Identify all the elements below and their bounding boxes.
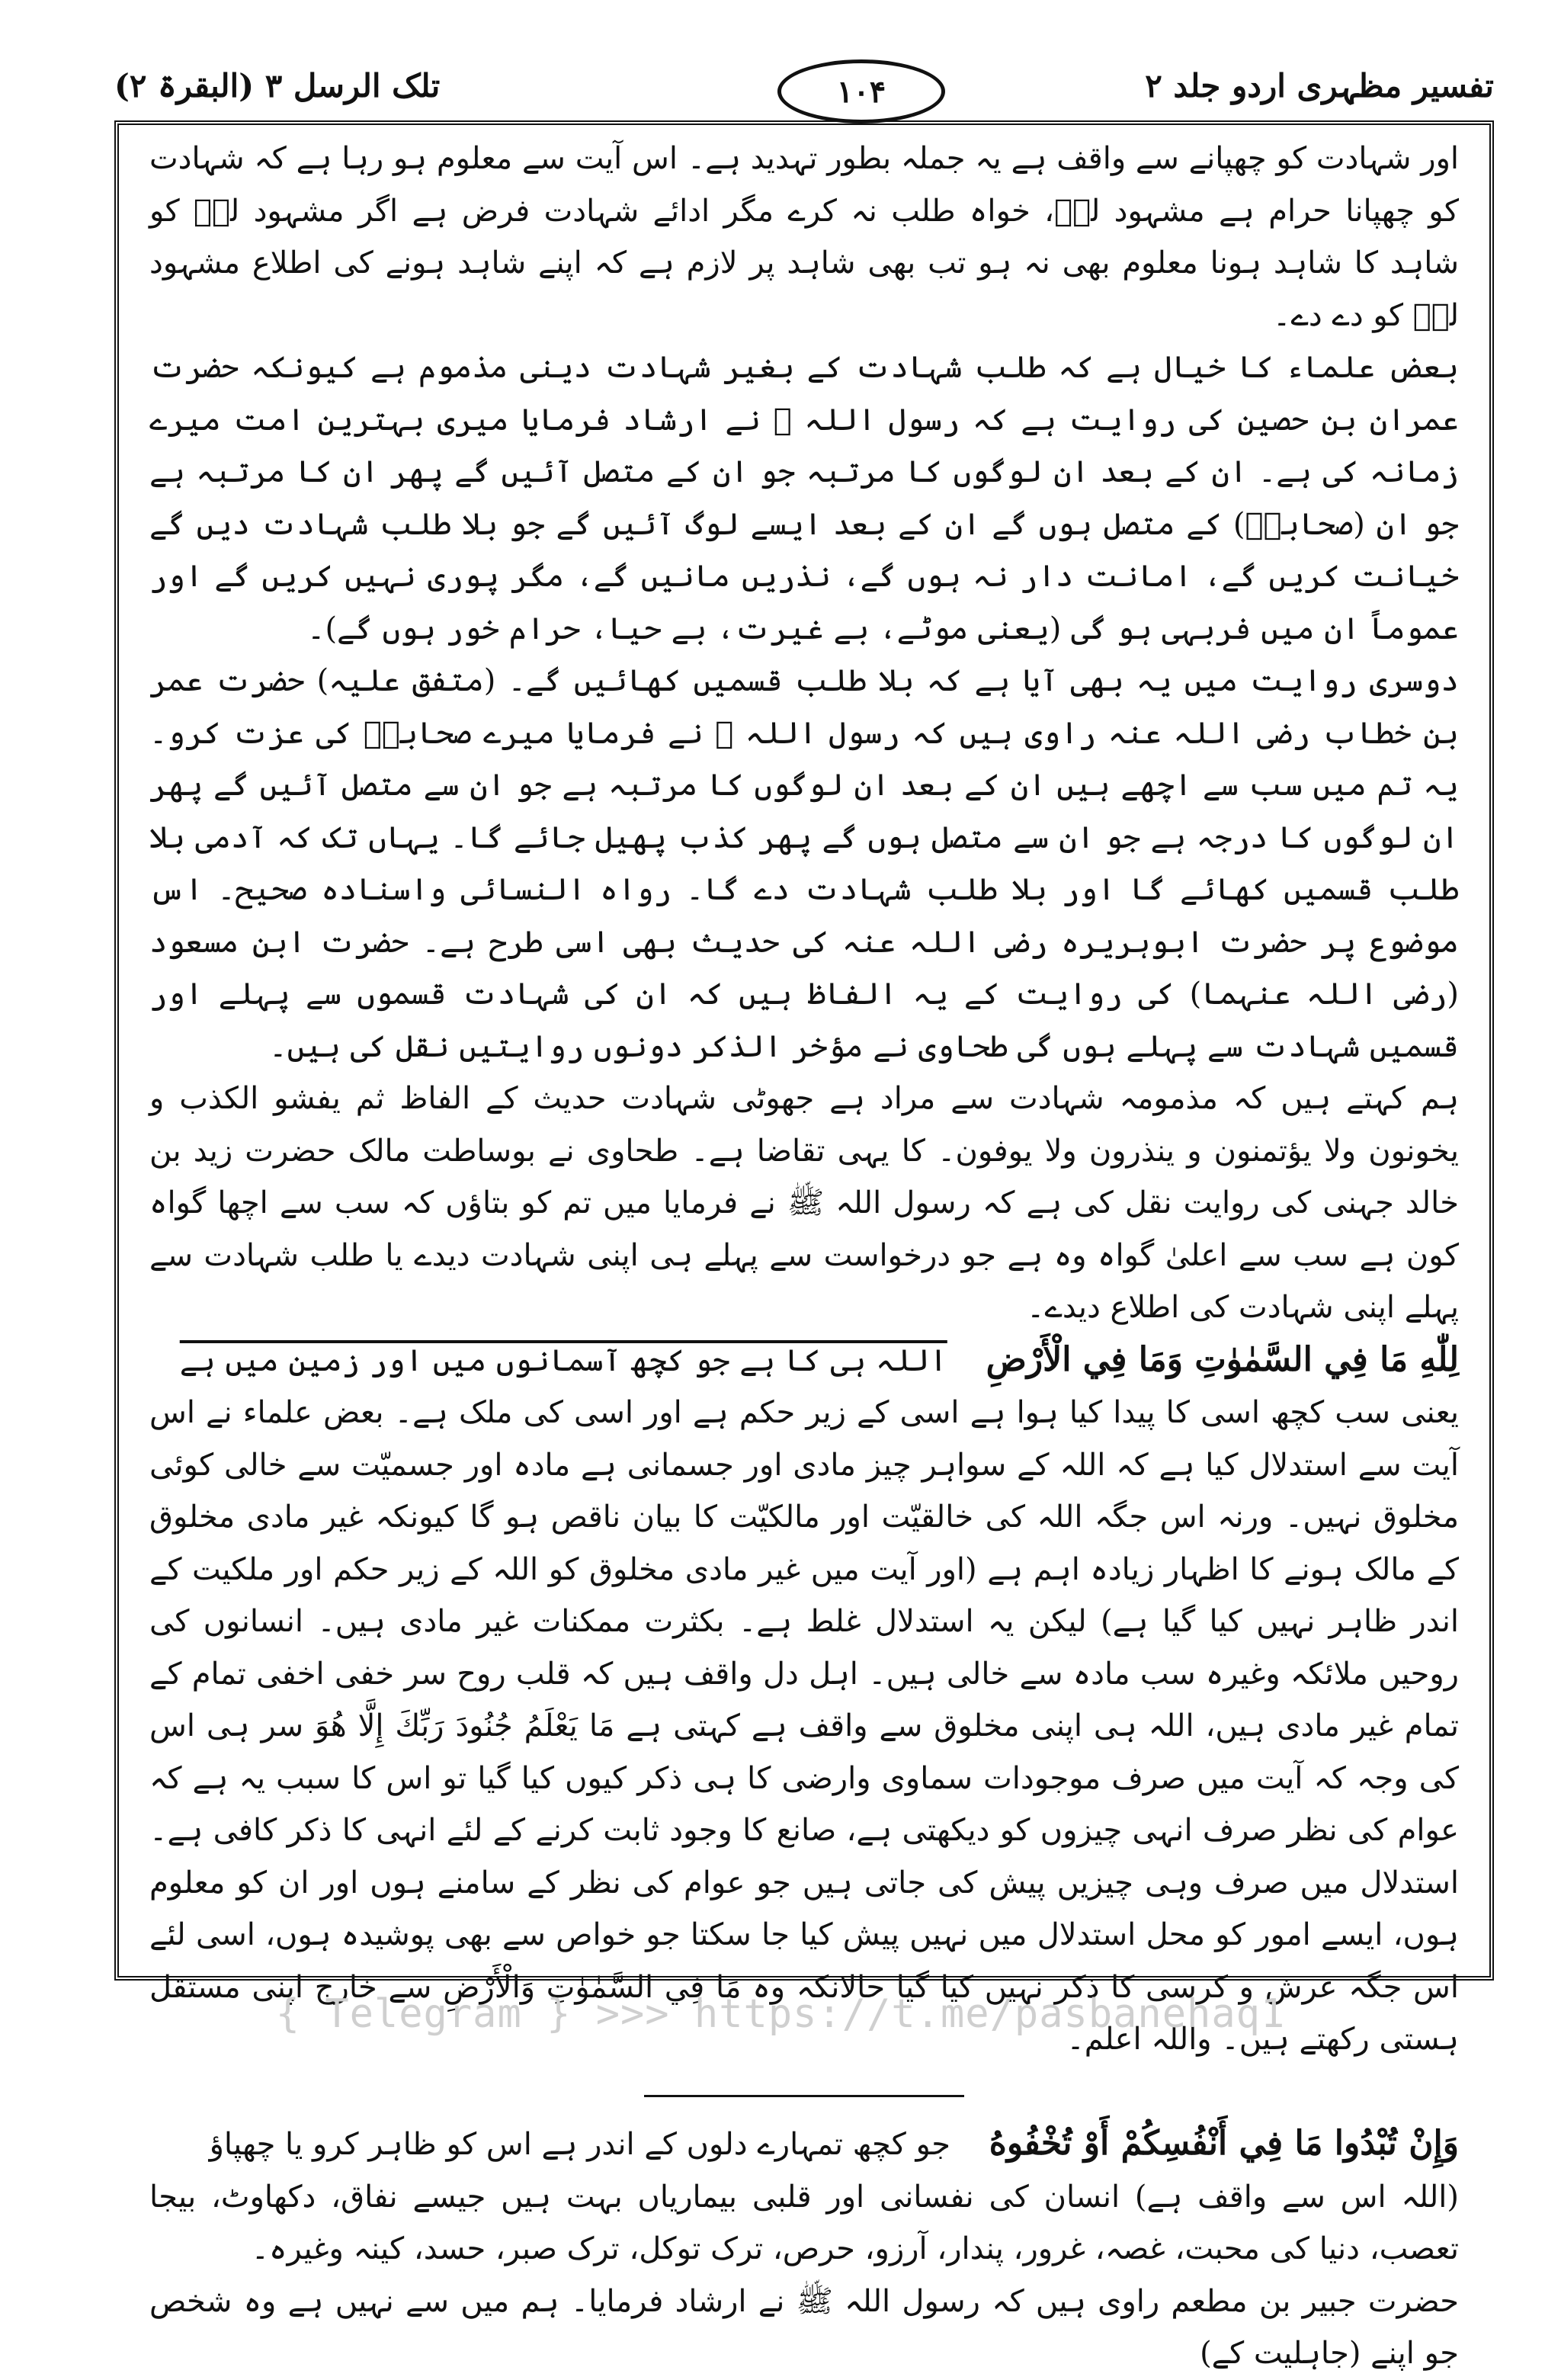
section-divider	[149, 2066, 1459, 2119]
verse-2-translation: جو کچھ تمہارے دلوں کے اندر ہے اس کو ظاہر کرو یا چھپاؤ	[209, 2127, 950, 2162]
section-title: تلک الرسل ۳ (البقرۃ ۲)	[114, 67, 441, 104]
page-number: ۱۰۴	[836, 73, 886, 110]
verse-1	[149, 1334, 1459, 1387]
verse-2-arabic: وَإِنْ تُبْدُوا مَا فِي أَنْفُسِكُمْ أَوْ تُخْفُوهُ	[989, 2124, 1459, 2163]
book-title: تفسیر مظہری اردو جلد ۲	[1145, 67, 1494, 104]
page-number-badge	[777, 59, 945, 123]
paragraph-2: بعض علماء کا خیال ہے کہ طلب شہادت کے بغیر شہادت دینی مذموم ہے کیونکہ حضرت عمران بن حصین کی روایت ہے کہ رسول اللہ ﷺ نے ارشاد فرمایا میری بہترین امت میرے زمانہ کی ہے۔ ان کے بعد ان لوگوں کا مرتبہ جو ان کے متصل آئیں گے پھر ان کا مرتبہ ہے جو ان (صحابہؓ) کے متصل ہوں گے ان کے بعد ایسے لوگ آئیں گے جو بلا طلب شہادت دیں گے خیانت کریں گے، امانت دار نہ ہوں گے، نذریں مانیں گے، مگر پوری نہیں کریں گے اور عموماً ان میں فربہی ہو گی (یعنی موٹے، بے غیرت، بے حیا، حرام خور ہوں گے)۔	[149, 350, 1460, 646]
page-header	[114, 53, 1494, 122]
page-body	[149, 133, 1459, 2380]
verse-1-translation: اللہ ہی کا ہے جو کچھ آسمانوں میں اور زمین میں ہے	[179, 1342, 947, 1378]
telegram-watermark: { Telegram } >>> https://t.me/pasbanehaq1	[275, 1991, 1286, 2037]
paragraph-1: اور شہادت کو چھپانے سے واقف ہے یہ جملہ بطور تہدید ہے۔ اس آیت سے معلوم ہو رہا ہے کہ شہادت کو چھپانا حرام ہے مشہود لہٗ، خواہ طلب نہ کرے مگر ادائے شہادت فرض ہے اگر مشہود لہٗ کو شاہد کا شاہد ہونا معلوم بھی نہ ہو تب بھی شاہد پر لازم ہے کہ اپنے شاہد ہونے کی اطلاع مشہود لہٗ کو دے دے۔	[149, 141, 1460, 333]
paragraph-7: حضرت جبیر بن مطعم راوی ہیں کہ رسول اللہ ﷺ نے ارشاد فرمایا۔ ہم میں سے نہیں ہے وہ شخص جو اپنے (جاہلیت کے)	[149, 2283, 1460, 2371]
paragraph-4: ہم کہتے ہیں کہ مذمومہ شہادت سے مراد ہے جھوٹی شہادت حدیث کے الفاظ ثم يفشو الكذب و يخونون ولا يؤتمنون و ينذرون ولا يوفون۔ کا یہی تقاضا ہے۔ طحاوی نے بوساطت مالک حضرت زید بن خالد جہنی کی روایت نقل کی ہے کہ رسول اللہ ﷺ نے فرمایا میں تم کو بتاؤں کہ سب سے اچھا گواہ کون ہے سب سے اعلیٰ گواہ وہ ہے جو درخواست سے پہلے ہی اپنی شہادت دیدے یا طلب شہادت سے پہلے اپنی شہادت کی اطلاع دیدے۔	[149, 1081, 1460, 1325]
paragraph-5: یعنی سب کچھ اسی کا پیدا کیا ہوا ہے اسی کے زیر حکم ہے اور اسی کی ملک ہے۔ بعض علماء نے اس آیت سے استدلال کیا ہے کہ اللہ کے سواہر چیز مادی اور جسمانی ہے مادہ اور جسمیّت سے خالی کوئی مخلوق نہیں۔ ورنہ اس جگہ اللہ کی خالقیّت اور مالکیّت کا بیان ناقص ہو گا کیونکہ غیر مادی مخلوق کے مالک ہونے کا اظہار زیادہ اہم ہے (اور آیت میں غیر مادی مخلوق کو اللہ کے زیر حکم اور ملکیت کے اندر ظاہر نہیں کیا گیا ہے) لیکن یہ استدلال غلط ہے۔ بکثرت ممکنات غیر مادی ہیں۔ انسانوں کی روحیں ملائکہ وغیرہ سب مادہ سے خالی ہیں۔ اہل دل واقف ہیں کہ قلب روح سر خفی اخفی تمام کے تمام غیر مادی ہیں، اللہ ہی اپنی مخلوق سے واقف ہے کہتی ہے مَا يَعْلَمُ جُنُودَ رَبِّكَ إِلَّا هُوَ سر ہی اس کی وجہ کہ آیت میں صرف موجودات سماوی وارضی کا ہی ذکر کیوں کیا گیا تو اس کا سبب یہ ہے کہ عوام کی نظر صرف انہی چیزوں کو دیکھتی ہے، صانع کا وجود ثابت کرنے کے لئے انہی کا ذکر کافی ہے۔ استدلال میں صرف وہی چیزیں پیش کی جاتی ہیں جو عوام کی نظر کے سامنے ہوں اور ان کو معلوم ہوں، ایسے امور کو محل استدلال میں نہیں پیش کیا جا سکتا جو خواص سے بھی پوشیدہ ہوں، اسی لئے اس جگہ عرش و کرسی کا ذکر نہیں کیا گیا حالانکہ وہ مَا فِي السَّمٰوٰتِ وَالْأَرْضِ سے خارج اپنی مستقل ہستی رکھتے ہیں۔ واللہ اعلم۔	[149, 1395, 1460, 2057]
verse-2	[149, 2118, 1459, 2171]
paragraph-6: (اللہ اس سے واقف ہے) انسان کی نفسانی اور قلبی بیماریاں بہت ہیں جیسے نفاق، دکھاوٹ، بیجا تعصب، دنیا کی محبت، غصہ، غرور، پندار، آرزو، حرص، ترک توکل، ترک صبر، حسد، کینہ وغیرہ۔	[149, 2179, 1459, 2266]
verse-1-arabic: لِلّٰهِ مَا فِي السَّمٰوٰتِ وَمَا فِي الْأَرْضِ	[986, 1339, 1459, 1379]
paragraph-3: دوسری روایت میں یہ بھی آیا ہے کہ بلا طلب قسمیں کھائیں گے۔ (متفق علیہ) حضرت عمر بن خطاب رضی اللہ عنہ راوی ہیں کہ رسول اللہ ﷺ نے فرمایا میرے صحابہؓ کی عزت کرو۔ یہ تم میں سب سے اچھے ہیں ان کے بعد ان لوگوں کا مرتبہ ہے جو ان سے متصل آئیں گے پھر ان لوگوں کا درجہ ہے جو ان سے متصل ہوں گے پھر کذب پھیل جائے گا۔ یہاں تک کہ آدمی بلا طلب قسمیں کھائے گا اور بلا طلب شہادت دے گا۔ رواہ النسائی واسنادہ صحیح۔ اس موضوع پر حضرت ابوہریرہ رضی اللہ عنہ کی حدیث بھی اسی طرح ہے۔ حضرت ابن مسعود (رضی اللہ عنہما) کی روایت کے یہ الفاظ ہیں کہ ان کی شہادت قسموں سے پہلے اور قسمیں شہادت سے پہلے ہوں گی طحاوی نے مؤخر الذکر دونوں روایتیں نقل کی ہیں۔	[149, 663, 1460, 1064]
